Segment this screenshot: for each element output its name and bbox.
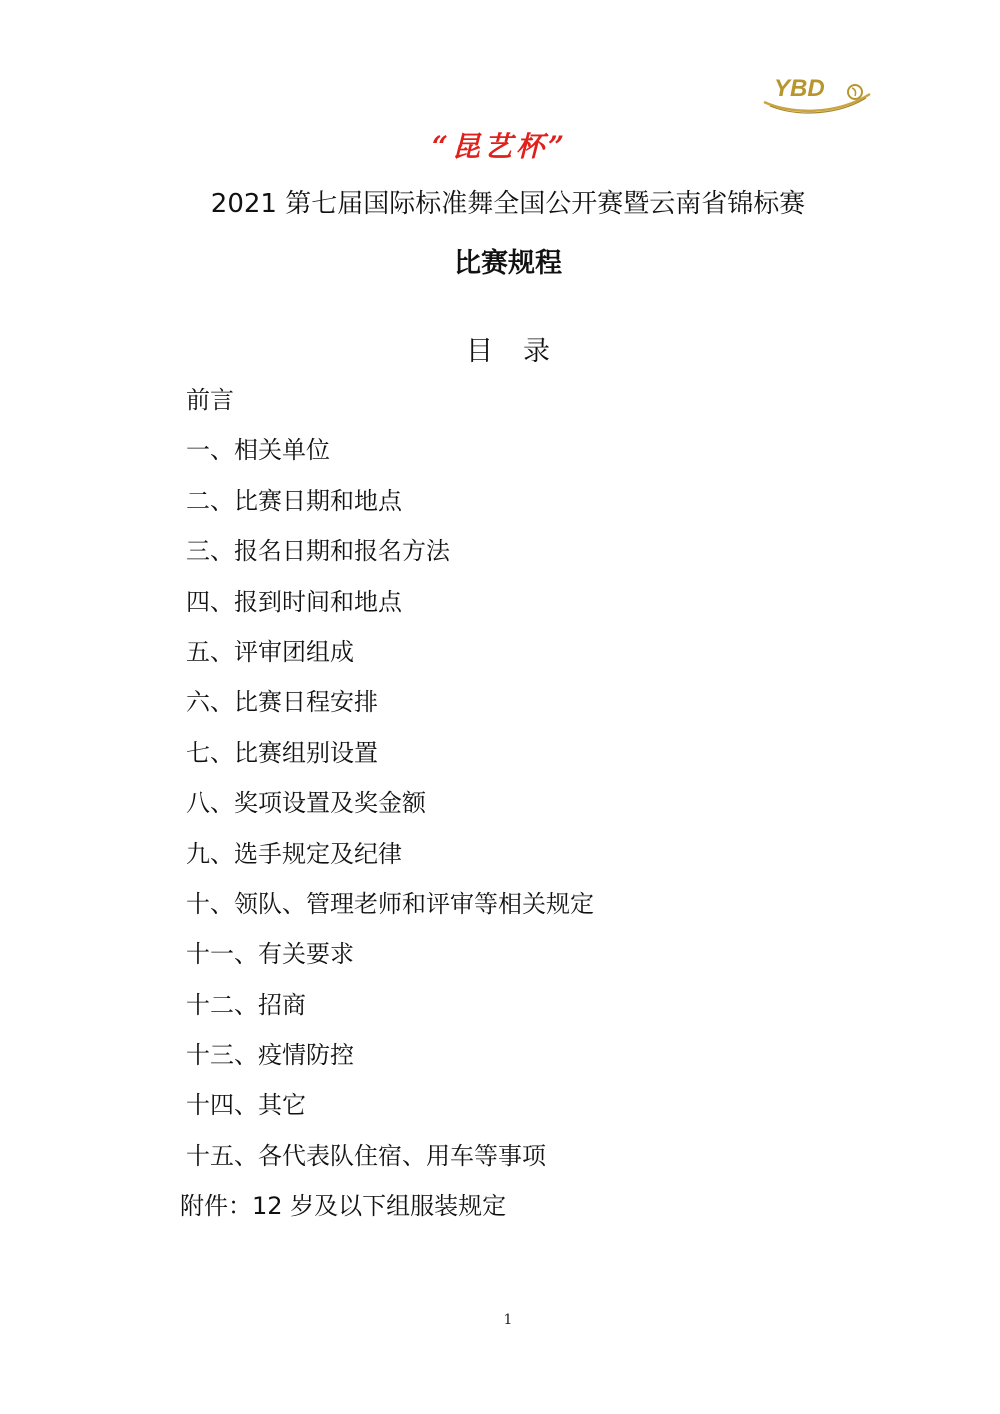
toc-heading xyxy=(0,334,1000,370)
toc-item: 一、相关单位 xyxy=(186,436,330,465)
toc-item: 六、比赛日程安排 xyxy=(186,688,378,717)
toc-item: 五、评审团组成 xyxy=(186,637,354,666)
toc-item: 十五、各代表队住宿、用车等事项 xyxy=(186,1141,546,1170)
toc-item: 前言 xyxy=(186,386,234,414)
main-title: 2021 第七届国际标准舞全国公开赛暨云南省锦标赛 xyxy=(210,189,806,219)
table-of-contents xyxy=(186,384,594,1190)
toc-item: 十二、招商 xyxy=(186,990,306,1019)
toc-heading-left: 目 xyxy=(466,336,493,367)
ybd-logo xyxy=(760,68,875,120)
toc-item: 四、报到时间和地点 xyxy=(186,587,402,616)
document-title: 比赛规程 xyxy=(454,248,562,279)
logo-text: YBD xyxy=(774,75,825,102)
toc-item: 十一、有关要求 xyxy=(186,940,354,969)
toc-appendix: 附件：12 岁及以下组服装规定 xyxy=(180,1192,507,1220)
slogan: “昆艺杯” xyxy=(431,130,569,163)
toc-item: 九、选手规定及纪律 xyxy=(186,839,402,868)
toc-item: 七、比赛组别设置 xyxy=(186,738,378,767)
toc-item: 三、报名日期和报名方法 xyxy=(186,537,450,566)
toc-item: 十四、其它 xyxy=(186,1091,306,1120)
toc-heading-right: 录 xyxy=(523,336,550,367)
toc-item: 十三、疫情防控 xyxy=(186,1041,354,1070)
toc-item: 十、领队、管理老师和评审等相关规定 xyxy=(186,889,594,918)
toc-item: 八、奖项设置及奖金额 xyxy=(186,789,426,818)
page-number: 1 xyxy=(503,1312,513,1328)
toc-item: 二、比赛日期和地点 xyxy=(186,486,402,515)
